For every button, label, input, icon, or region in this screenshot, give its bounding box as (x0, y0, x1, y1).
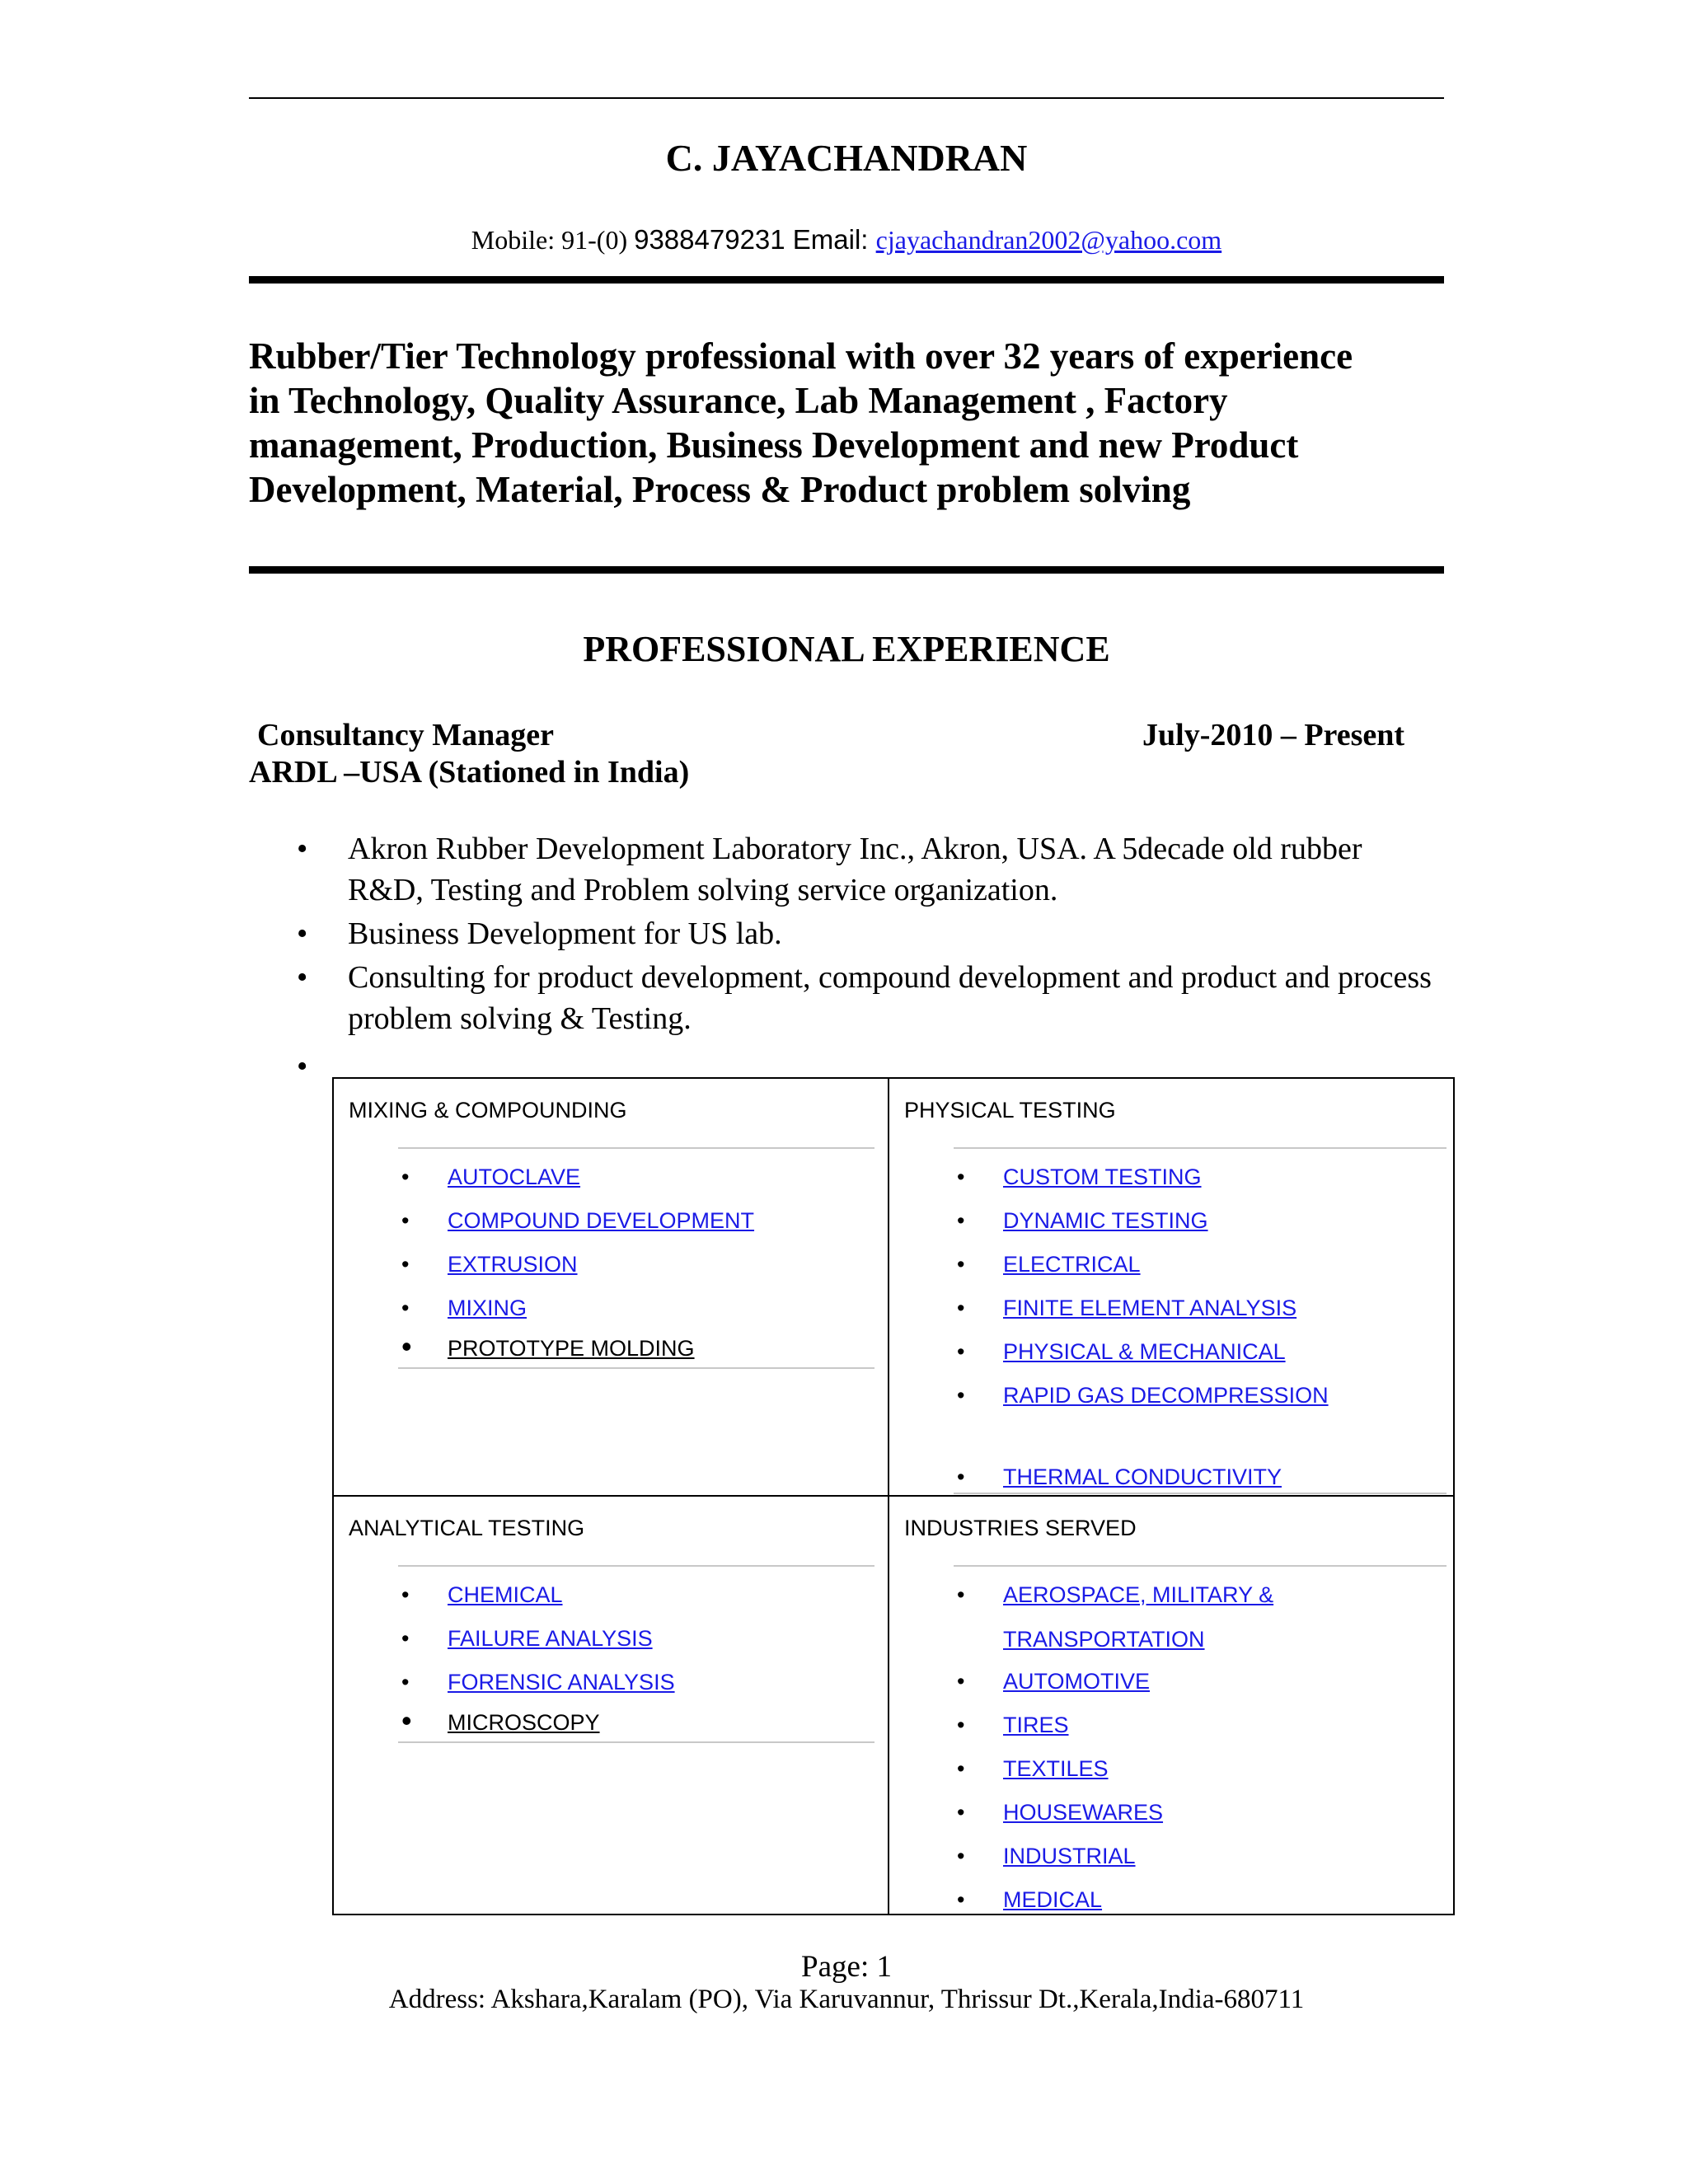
bullet-icon: • (297, 960, 308, 995)
link-housewares[interactable]: HOUSEWARES (1003, 1800, 1164, 1825)
summary-line-1: Rubber/Tier Technology professional with over 32 years of experience (249, 335, 1353, 377)
bullet-icon: • (957, 1208, 965, 1233)
mobile-label: Mobile: 91-(0) (471, 225, 635, 255)
list-item (401, 1670, 675, 1695)
list-item (1003, 1627, 1205, 1652)
list-item (957, 1669, 1151, 1694)
separator (398, 1147, 874, 1149)
job-company: ARDL –USA (Stationed in India) (249, 755, 690, 790)
bullet-icon: • (401, 1670, 410, 1694)
link-physical-mechanical[interactable]: PHYSICAL & MECHANICAL (1003, 1339, 1286, 1364)
separator (954, 1147, 1447, 1149)
list-item (401, 1704, 600, 1737)
cell-mixing-compounding (334, 1079, 888, 1495)
summary-line-3: management, Production, Business Development and new Product (249, 424, 1299, 466)
bullet-icon: • (297, 832, 308, 866)
email-link[interactable]: cjayachandran2002@yahoo.com (875, 225, 1222, 255)
mobile-number: 9388479231 (634, 224, 785, 255)
bullet-icon: • (401, 1626, 410, 1651)
bullet-icon: • (957, 1887, 965, 1912)
bullet-icon: • (401, 1329, 412, 1363)
list-item (401, 1296, 528, 1321)
list-item (401, 1626, 653, 1652)
bullet-icon: • (957, 1844, 965, 1868)
link-compound-development[interactable]: COMPOUND DEVELOPMENT (448, 1208, 755, 1233)
cell-analytical-testing (334, 1497, 888, 1914)
separator (398, 1741, 874, 1743)
bullet-icon: • (957, 1582, 965, 1607)
cell-title: ANALYTICAL TESTING (349, 1516, 585, 1540)
bullet-icon: • (297, 1049, 308, 1084)
bullet-icon: • (297, 916, 308, 951)
section-title: PROFESSIONAL EXPERIENCE (583, 629, 1110, 669)
bullet-icon: • (957, 1465, 965, 1489)
bullet-icon: • (957, 1296, 965, 1320)
link-textiles[interactable]: TEXTILES (1003, 1756, 1109, 1781)
list-item (957, 1582, 1274, 1608)
bullet-icon: • (957, 1339, 965, 1364)
candidate-name: C. JAYACHANDRAN (665, 137, 1028, 179)
link-tires[interactable]: TIRES (1003, 1713, 1069, 1737)
microscopy[interactable]: MICROSCOPY (448, 1710, 600, 1735)
prototype-molding[interactable]: PROTOTYPE MOLDING (448, 1336, 695, 1361)
link-forensic-analysis[interactable]: FORENSIC ANALYSIS (448, 1670, 675, 1694)
bullet-icon: • (957, 1669, 965, 1694)
list-item (957, 1252, 1141, 1277)
list-item (401, 1165, 581, 1190)
bullet-icon: • (401, 1165, 410, 1189)
cell-industries-served (889, 1497, 1455, 1914)
link-transportation[interactable]: TRANSPORTATION (1003, 1627, 1205, 1652)
list-item (957, 1165, 1202, 1190)
list-item (957, 1713, 1069, 1738)
list-item (957, 1383, 1329, 1408)
bullet-icon: • (401, 1704, 412, 1737)
link-autoclave[interactable]: AUTOCLAVE (448, 1165, 581, 1189)
link-automotive[interactable]: AUTOMOTIVE (1003, 1669, 1151, 1694)
link-thermal-conductivity[interactable]: THERMAL CONDUCTIVITY (1003, 1465, 1282, 1489)
list-item (957, 1465, 1282, 1490)
page-number: Page: 1 (801, 1950, 892, 1984)
separator (398, 1565, 874, 1567)
link-medical[interactable]: MEDICAL (1003, 1887, 1103, 1912)
bullet-icon: • (957, 1713, 965, 1737)
separator (954, 1493, 1447, 1494)
list-item (957, 1844, 1136, 1869)
separator (398, 1367, 874, 1369)
list-item (401, 1582, 563, 1608)
link-aerospace[interactable]: AEROSPACE, MILITARY & (1003, 1582, 1274, 1607)
list-item (957, 1339, 1286, 1365)
link-electrical[interactable]: ELECTRICAL (1003, 1252, 1141, 1277)
job-title: Consultancy Manager (257, 718, 554, 752)
cell-title: MIXING & COMPOUNDING (349, 1098, 627, 1122)
bullet-icon: • (957, 1383, 965, 1408)
list-item (957, 1887, 1103, 1913)
cell-physical-testing (889, 1079, 1455, 1495)
summary-line-4: Development, Material, Process & Product problem solving (249, 469, 1191, 510)
bullet-icon: • (957, 1800, 965, 1825)
list-item (401, 1252, 578, 1277)
link-industrial[interactable]: INDUSTRIAL (1003, 1844, 1136, 1868)
link-mixing[interactable]: MIXING (448, 1296, 528, 1320)
list-item (957, 1800, 1164, 1825)
bullet-icon: • (401, 1296, 410, 1320)
cell-title: INDUSTRIES SERVED (904, 1516, 1137, 1540)
list-item (957, 1756, 1109, 1782)
header-thick-rule (249, 276, 1444, 284)
link-rapid-gas-decompression[interactable]: RAPID GAS DECOMPRESSION (1003, 1383, 1329, 1408)
bullet-icon: • (401, 1582, 410, 1607)
bullet-icon: • (401, 1252, 410, 1277)
list-item (957, 1208, 1208, 1234)
list-item (401, 1208, 755, 1234)
bullet-icon: • (401, 1208, 410, 1233)
summary (249, 334, 1444, 512)
link-chemical[interactable]: CHEMICAL (448, 1582, 563, 1607)
top-rule (249, 97, 1444, 99)
bullet-icon: • (957, 1252, 965, 1277)
list-item (957, 1296, 1297, 1321)
job-dates: July-2010 – Present (1142, 718, 1405, 752)
list-item: • Akron Rubber Development Laboratory Inc., Akron, USA. A 5decade old rubber R&D, Testing and Problem solving service organization. (297, 828, 1434, 911)
link-custom-testing[interactable]: CUSTOM TESTING (1003, 1165, 1202, 1189)
list-item: • Consulting for product development, compound development and product and process problem solving & Testing. (297, 957, 1434, 1039)
link-finite-element-analysis[interactable]: FINITE ELEMENT ANALYSIS (1003, 1296, 1297, 1320)
link-extrusion[interactable]: EXTRUSION (448, 1252, 578, 1277)
separator (954, 1565, 1447, 1567)
list-item (401, 1329, 695, 1363)
email-label: Email: (785, 224, 876, 255)
bullet-icon: • (957, 1165, 965, 1189)
bullet-icon: • (957, 1756, 965, 1781)
link-failure-analysis[interactable]: FAILURE ANALYSIS (448, 1626, 653, 1651)
address: Address: Akshara,Karalam (PO), Via Karuvannur, Thrissur Dt.,Kerala,India-680711 (388, 1985, 1305, 2014)
services-table (332, 1077, 1455, 1915)
cell-title: PHYSICAL TESTING (904, 1098, 1116, 1122)
link-dynamic-testing[interactable]: DYNAMIC TESTING (1003, 1208, 1208, 1233)
contact-line (249, 224, 1444, 255)
summary-thick-rule (249, 566, 1444, 574)
list-item: • Business Development for US lab. (297, 913, 1434, 954)
job-bullets (297, 828, 1434, 1082)
summary-line-2: in Technology, Quality Assurance, Lab Management , Factory (249, 380, 1228, 421)
